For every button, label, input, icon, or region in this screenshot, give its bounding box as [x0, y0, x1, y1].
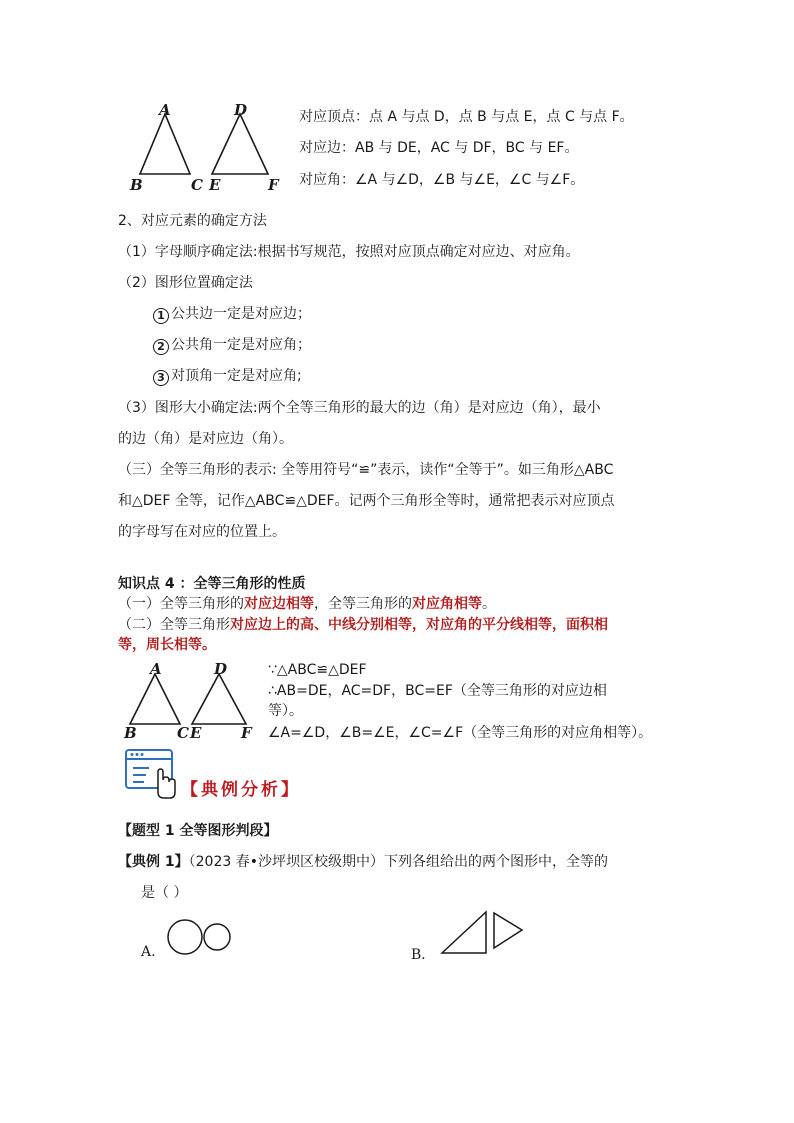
- section-2-item-3-line-1: （3）图形大小确定法:两个全等三角形的最大的边（角）是对应边（角），最小: [118, 400, 601, 416]
- label-b: B: [124, 724, 137, 742]
- conclusion-sides: ∴AB=DE，AC=DF，BC=EF（全等三角形的对应边相: [268, 683, 607, 699]
- triangle-def: [212, 114, 268, 174]
- side-triangle: [494, 913, 522, 948]
- label-e: E: [209, 176, 221, 194]
- label-d: D: [214, 660, 228, 678]
- section-2-item-3-line-2: 的边（角）是对应边（角）。: [118, 431, 293, 447]
- circled-number: 1: [153, 308, 169, 324]
- option-a-figure: [166, 918, 236, 958]
- kp4-property-1: （一）全等三角形的对应边相等，全等三角形的对应角相等。: [118, 596, 496, 612]
- conclusion-sides-cont: 等）。: [268, 703, 303, 719]
- given-statement: ∵△ABC≌△DEF: [268, 662, 367, 678]
- sub-item-1: 1 公共边一定是对应边；: [153, 304, 311, 324]
- corresponding-angles: 对应角：∠A 与∠D，∠B 与∠E，∠C 与∠F。: [299, 172, 585, 188]
- small-circle: [204, 924, 230, 950]
- sub-item-2: 2 公共角一定是对应角；: [153, 335, 311, 355]
- example-analysis-banner: 【典例分析】: [181, 780, 301, 800]
- example-1-answer-blank: 是（ ）: [141, 885, 188, 901]
- section-2-item-1: （1）字母顺序确定法:根据书写规范，按照对应顶点确定对应边、对应角。: [118, 244, 580, 260]
- option-b-figure: [438, 908, 528, 958]
- corresponding-sides: 对应边：AB 与 DE，AC 与 DF，BC 与 EF。: [299, 140, 579, 156]
- section-3-line-1: （三）全等三角形的表示: 全等用符号“≌”表示，读作“全等于”。如三角形△ABC: [118, 462, 614, 478]
- conclusion-angles: ∠A=∠D，∠B=∠E，∠C=∠F（全等三角形的对应角相等）。: [268, 725, 653, 741]
- example-analysis-icon: [124, 748, 180, 802]
- section-2-item-2: （2）图形位置确定法: [118, 275, 253, 291]
- label-c: C: [191, 176, 203, 194]
- option-b-label: B．: [411, 947, 436, 963]
- congruent-triangles-figure-1: [128, 98, 288, 198]
- label-d: D: [234, 101, 248, 119]
- topic-1-title: 【题型 1 全等图形判段】: [118, 823, 278, 839]
- triangle-abc: [130, 674, 180, 724]
- label-e: E: [190, 724, 202, 742]
- corresponding-vertices: 对应顶点：点 A 与点 D，点 B 与点 E，点 C 与点 F。: [299, 109, 634, 125]
- large-circle: [168, 920, 202, 954]
- sub-item-3: 3 对顶角一定是对应角;: [153, 366, 302, 386]
- label-f: F: [268, 176, 279, 194]
- knowledge-point-4-title: 知识点 4 ：全等三角形的性质: [118, 576, 306, 592]
- triangle-def: [192, 674, 246, 724]
- right-triangle: [442, 912, 486, 953]
- kp4-property-2-line-1: （二）全等三角形对应边上的高、中线分别相等，对应角的平分线相等，面积相: [118, 617, 608, 633]
- triangle-abc: [140, 114, 190, 174]
- label-c: C: [177, 724, 189, 742]
- label-b: B: [130, 176, 143, 194]
- kp4-property-2-line-2: 等，周长相等。: [118, 637, 216, 653]
- label-a: A: [159, 101, 171, 119]
- section-3-line-3: 的字母写在对应的位置上。: [118, 524, 286, 540]
- section-2-title: 2、对应元素的确定方法: [118, 213, 267, 229]
- option-a-label: A.: [141, 944, 156, 960]
- example-1: 【典例 1】（2023 春•沙坪坝区校级期中）下列各组给出的两个图形中，全等的: [118, 854, 608, 870]
- section-3-line-2: 和△DEF 全等，记作△ABC≌△DEF。记两个三角形全等时，通常把表示对应顶点: [118, 493, 615, 509]
- label-f: F: [241, 724, 252, 742]
- circled-number: 2: [153, 339, 169, 355]
- label-a: A: [150, 660, 162, 678]
- circled-number: 3: [153, 370, 169, 386]
